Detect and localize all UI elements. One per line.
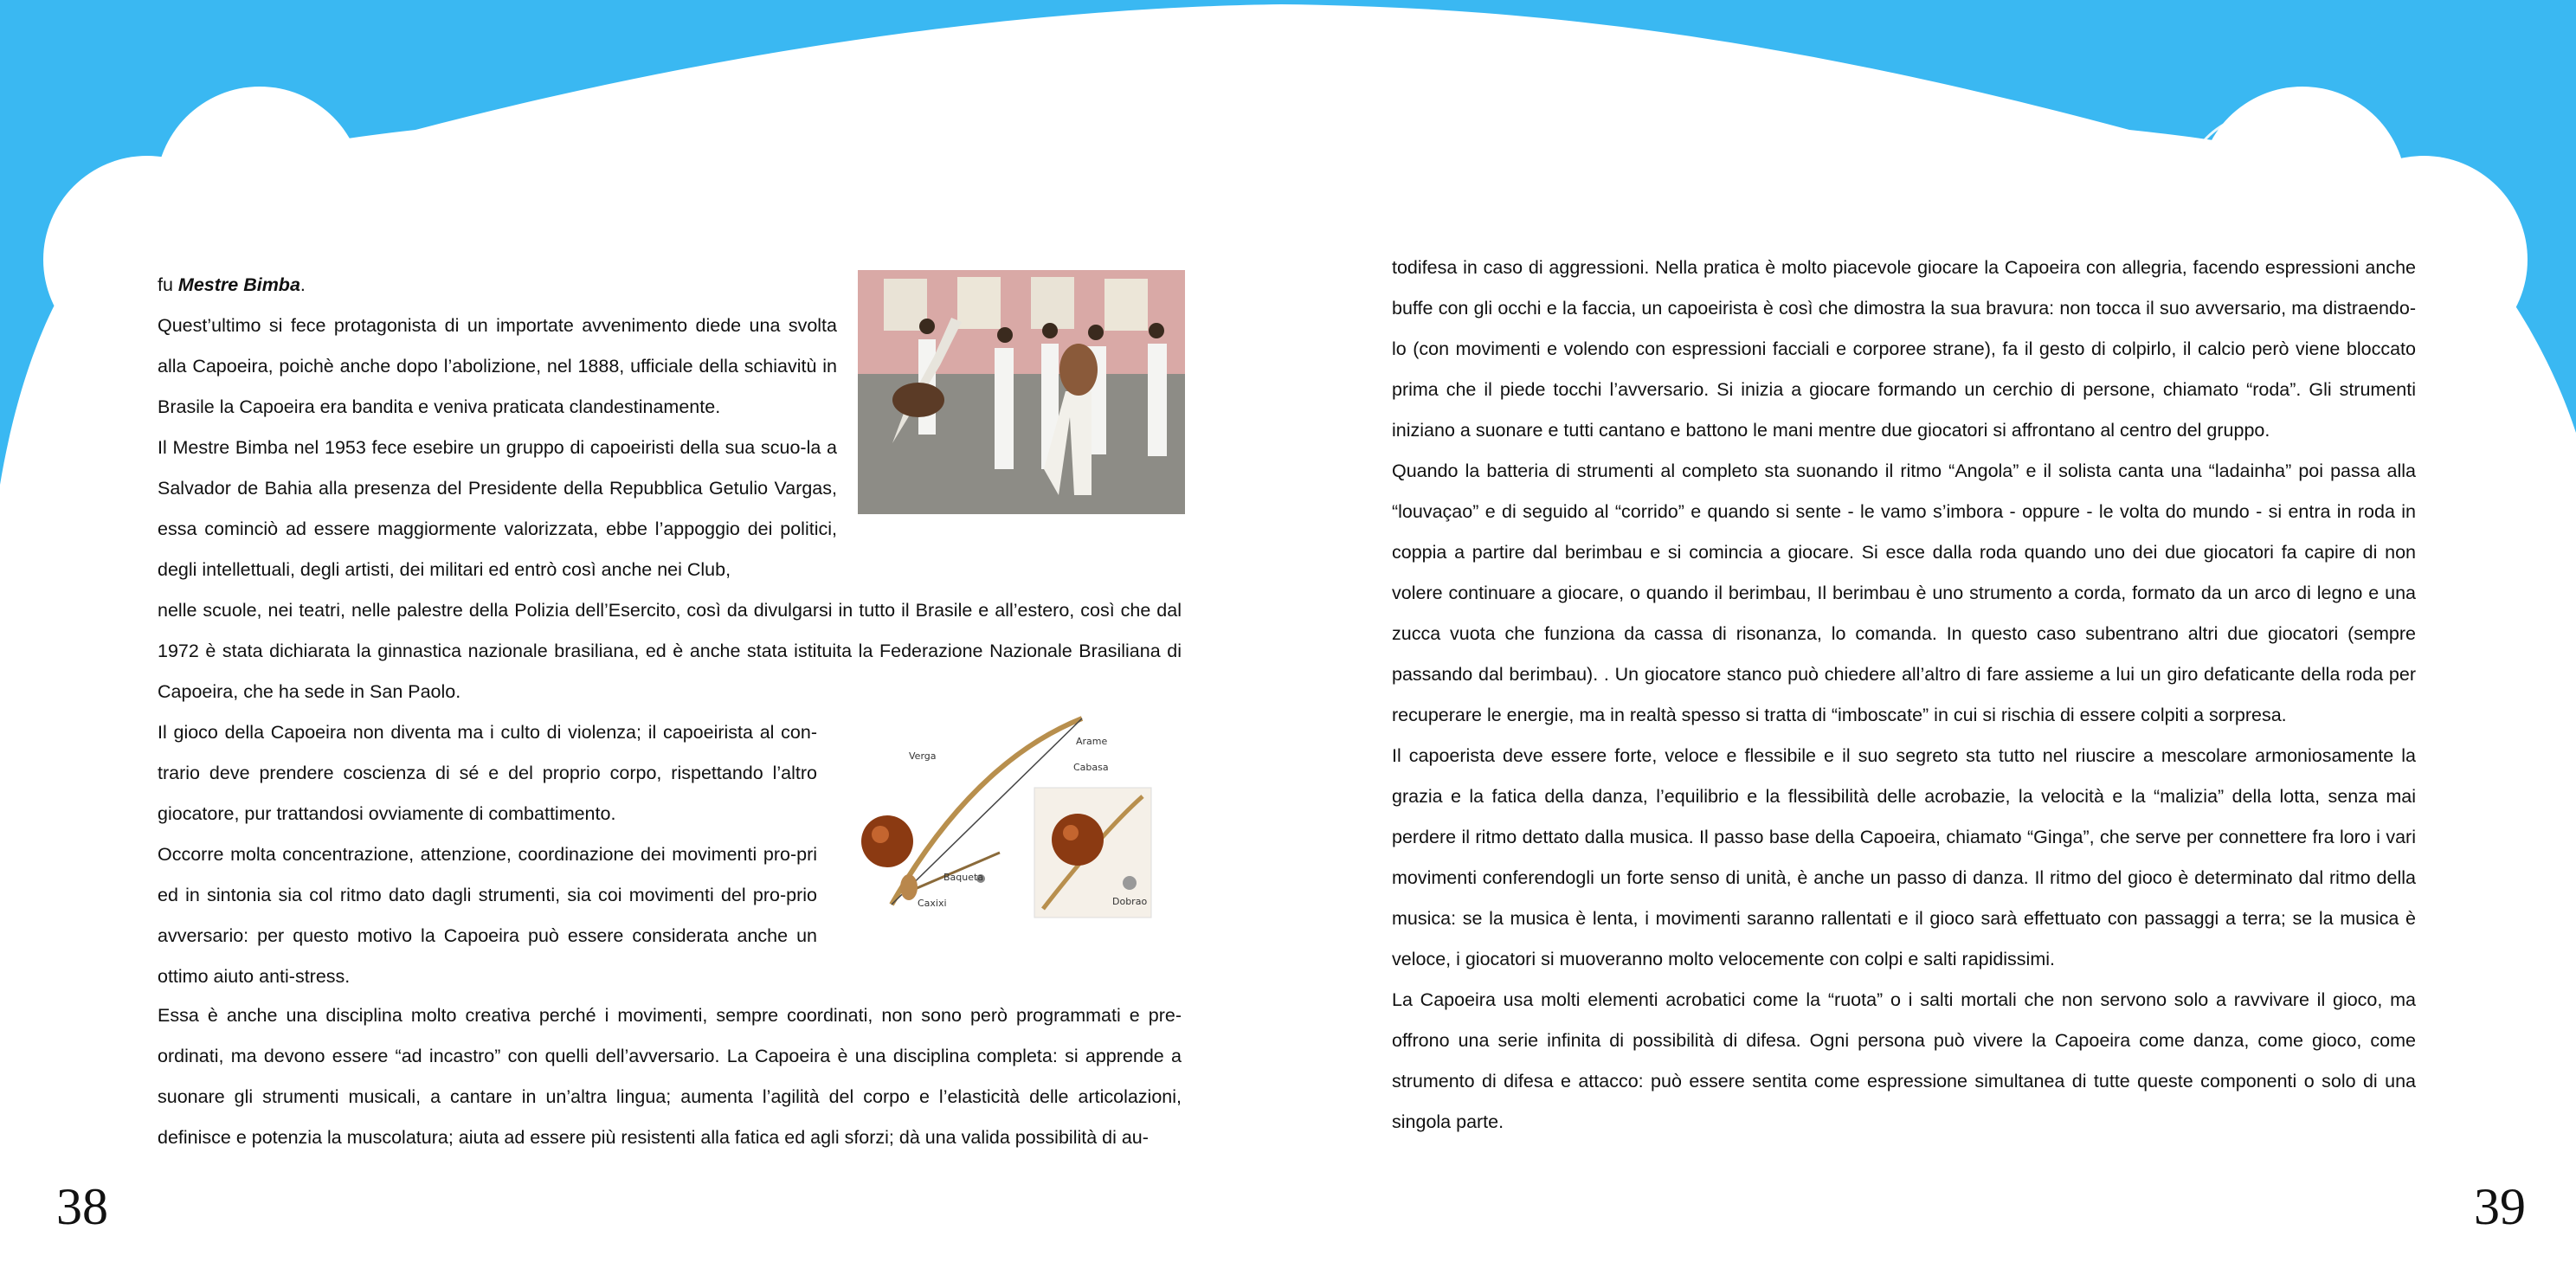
page-number-right: 39: [2474, 1178, 2526, 1235]
label-cabasa: Cabasa: [1073, 762, 1109, 773]
label-arame: Arame: [1076, 736, 1108, 747]
intro-line: fu Mestre Bimba.: [158, 274, 306, 295]
paragraph: Quest’ultimo si fece protagonista di un importate avvenimento diede una svolta alla Capoeira, poichè anche dopo l’abolizione, nel 1888, ufficiale della schiavitù in Brasile la Capoeira era bandita e veniva praticata clandestinamente.: [158, 315, 837, 417]
left-mid-text: [158, 712, 817, 997]
paragraph: Il capoerista deve essere forte, veloce e flessibile e il suo segreto sta tutto nel riuscire a mescolare armoniosamente la grazia e la fatica della danza, l’equilibrio e la flessibilità delle acrobazie, la velocità e la “malizia” della lotta, senza mai perdere il ritmo dettato dalla musica. Il passo base della Capoeira, chiamato “Ginga”, che serve per connettere fra loro i vari movimenti conferendogli un forte senso di unità, è anche un passo di danza. Il ritmo del gioco è determinato dal ritmo della musica: se la musica è lenta, i movimenti saranno rallentati e il gioco sarà effettuato con passaggi a terra; se la musica è veloce, i giocatori si muoveranno molto velocemente con colpi e salti rapidissimi.: [1392, 745, 2416, 969]
page-number-left: 38: [56, 1178, 108, 1235]
left-top-text: [158, 265, 837, 590]
label-baqueta: Baqueta: [943, 872, 984, 883]
berimbau-diagram: [844, 710, 1160, 922]
paragraph: La Capoeira usa molti elementi acrobatici come la “ruota” o i salti mortali che non servono solo a ravvivare il gioco, ma offrono una serie infinita di possibilità di difesa. Ogni persona può vivere la Capoeira come danza, come gioco, come strumento di difesa e attacco: può essere sentita come espressione simultanea di tutte queste componenti o solo di una singola parte.: [1392, 989, 2416, 1132]
paragraph: Il Mestre Bimba nel 1953 fece esebire un gruppo di capoeiristi della sua scuo-la a Salvador de Bahia alla presenza del Presidente della Repubblica Getulio Vargas, essa cominciò ad essere maggiormente valorizzata, ebbe l’appoggio dei politici, degli intellettuali, degli artisti, dei militari ed entrò così anche nei Club,: [158, 437, 837, 580]
paragraph: Essa è anche una disciplina molto creativa perché i movimenti, sempre coordinati, non sono però programmati e pre-ordinati, ma devono essere “ad incastro” con quelli dell’avversario. La Capoeira è una disciplina completa: si apprende a suonare gli strumenti musicali, a cantare in un’altra lingua; aumenta l’agilità del corpo e l’elasticità delle articolazioni, definisce e potenzia la muscolatura; aiuta ad essere più resistenti alla fatica ed agli sforzi; dà una valida possibilità di au-: [158, 1005, 1182, 1148]
label-verga: Verga: [909, 750, 937, 762]
left-bottom-text: [158, 995, 1182, 1158]
paragraph: Il gioco della Capoeira non diventa ma i culto di violenza; il capoeirista al con-trario deve prendere coscienza di sé e del proprio corpo, rispettando l’altro giocatore, pur trattandosi ovviamente di combattimento.: [158, 722, 817, 824]
capoeira-photo: [858, 270, 1185, 514]
paragraph: Quando la batteria di strumenti al completo sta suonando il ritmo “Angola” e il solista canta una “ladainha” poi passa alla “louvaçao” e di seguido al “corrido” e quando si sente - le vamo s’imbora - oppure - le volta do mundo - si entra in roda in coppia a partire dal berimbau e si comincia a giocare. Si esce dalla roda quando uno dei due giocatori fa capire di non volere continuare a giocare, o quando il berimbau, Il berimbau è uno strumento a corda, formato da un arco di legno e una zucca vuota che funziona da cassa di risonanza, lo comanda. In questo caso subentrano altri due giocatori (sempre passando dal berimbau). . Un giocatore stanco può chiedere all’altro di fare assieme a lui un giro defaticante della roda per recuperare le energie, ma in realtà spesso si tratta di “imboscate” in cui si rischia di essere colpiti a sorpresa.: [1392, 460, 2416, 725]
label-caxixi: Caxixi: [918, 898, 947, 909]
paragraph: todifesa in caso di aggressioni. Nella pratica è molto piacevole giocare la Capoeira con allegria, facendo espressioni anche buffe con gli occhi e la faccia, un capoeirista è così che dimostra la sua bravura: non tocca il suo avversario, ma distraendo-lo (con movimenti e volendo con espressioni facciali e corporee strane), fa il gesto di colpirlo, il calcio però viene bloccato prima che il piede tocchi l’avversario. Si inizia a giocare formando un cerchio di persone, chiamato “roda”. Gli strumenti iniziano a suonare e tutti cantano e battono le mani mentre due giocatori si affrontano al centro del gruppo.: [1392, 257, 2416, 441]
mestre-bimba-name: Mestre Bimba: [177, 274, 300, 295]
label-dobrao: Dobrao: [1112, 896, 1148, 907]
right-text: [1392, 248, 2416, 1143]
paragraph: nelle scuole, nei teatri, nelle palestre della Polizia dell’Esercito, così da divulgarsi in tutto il Brasile e all’estero, così che dal 1972 è stata dichiarata la ginnastica nazionale brasiliana, ed è anche stata istituita la Federazione Nazionale Brasiliana di Capoeira, che ha sede in San Paolo.: [158, 600, 1182, 702]
paragraph: Occorre molta concentrazione, attenzione, coordinazione dei movimenti pro-pri ed in sintonia sia col ritmo dato dagli strumenti, sia coi movimenti del pro-prio avversario: per questo motivo la Capoeira può essere considerata anche un ottimo aiuto anti-stress.: [158, 844, 817, 987]
left-full-text: [158, 590, 1182, 712]
